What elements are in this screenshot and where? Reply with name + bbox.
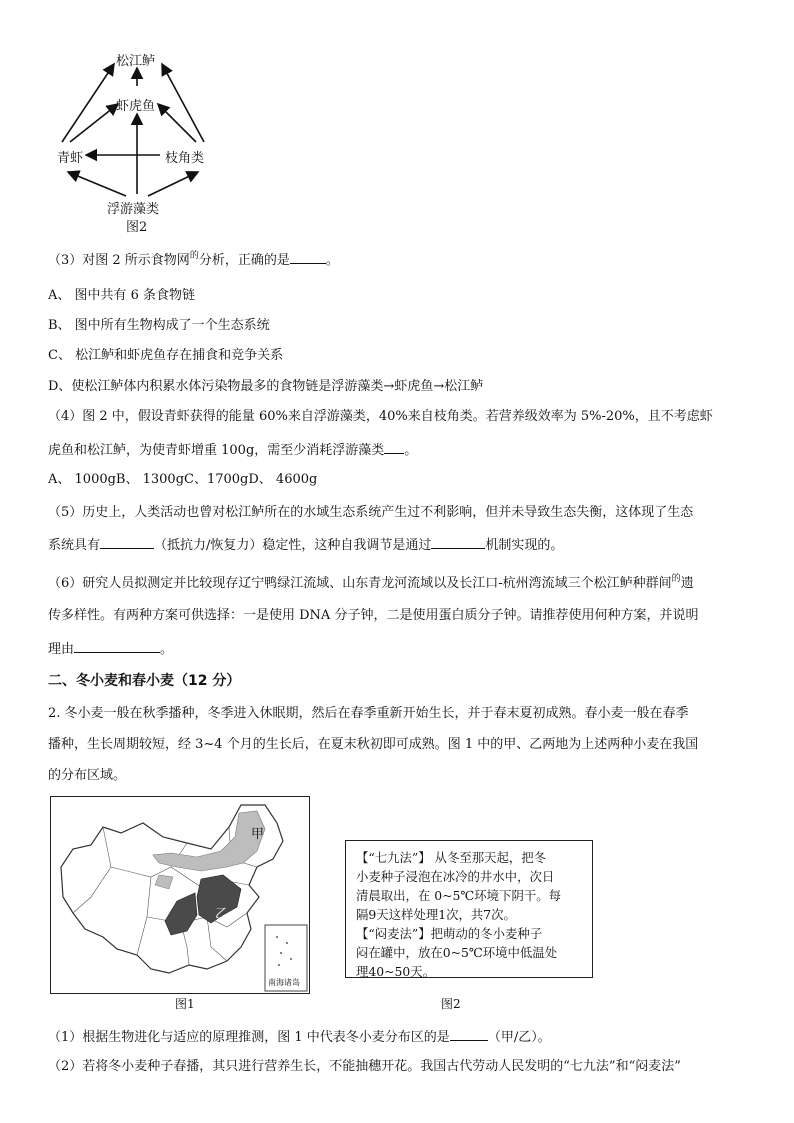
node-songjiang-perch: 松江鲈 [116, 54, 156, 69]
q3-option-a: A、 图中共有 6 条食物链 [48, 288, 196, 303]
q4-answer-blank[interactable] [384, 440, 404, 454]
china-wheat-map [50, 796, 310, 994]
food-web-arrows [48, 44, 228, 224]
map-label-yi: 乙 [215, 907, 229, 922]
q2-2-stem: （2）若将冬小麦种子春播，其只进行营养生长，不能抽穗开花。我国古代劳动人民发明的“七九法”和“闷麦法” [48, 1059, 681, 1074]
q3-option-c: C、 松江鲈和虾虎鱼存在捕食和竞争关系 [48, 348, 284, 363]
q5-blank-1[interactable] [100, 535, 154, 549]
q6-stem-line2: 传多样性。有两种方案可供选择：一是使用 DNA 分子钟，二是使用蛋白质分子钟。请推荐使用何种方案，并说明 [48, 608, 699, 623]
box-line-7: 理40~50天。 [356, 964, 436, 979]
q2-1-stem: （1）根据生物进化与适应的原理推测，图 1 中代表冬小麦分布区的是 （甲/乙）。 [48, 1027, 551, 1047]
box-line-4: 隔9天这样处理1次，共7次。 [356, 907, 516, 922]
q3-stem: （3）对图 2 所示食物网$^的$分析，正确的是 。 [48, 251, 339, 268]
box-line-6: 闷在罐中，放在0~5℃环境中低温处 [356, 945, 558, 960]
box-line-2: 小麦种子浸泡在冰冷的井水中，次日 [356, 869, 555, 884]
q2-1-answer-blank[interactable] [450, 1027, 488, 1041]
q3-option-b: B、 图中所有生物构成了一个生态系统 [48, 318, 270, 333]
box-line-3: 清晨取出，在 0~5℃环境下阴干。每 [356, 888, 562, 903]
method-box [345, 840, 593, 978]
map-caption: 图1 [175, 997, 195, 1011]
q4-stem-line2: 虎鱼和松江鲈，为使青虾增重 100g，需至少消耗浮游藻类 。 [48, 440, 417, 460]
china-map-drawing [51, 797, 309, 993]
q4-options: A、 1000gB、 1300gC、1700gD、 4600g [48, 472, 318, 487]
q6-stem-line3: 理由 。 [48, 639, 173, 659]
node-goby: 虾虎鱼 [116, 99, 156, 114]
q5-stem-line1: （5）历史上，人类活动也曾对松江鲈所在的水域生态系统产生过不利影响，但并未导致生态失衡，这体现了生态 [48, 505, 694, 520]
node-cladocera: 枝角类 [165, 151, 205, 166]
q5-blank-2[interactable] [431, 535, 485, 549]
box-caption: 图2 [441, 997, 461, 1011]
q6-answer-blank[interactable] [74, 639, 160, 653]
section-2-intro-2: 播种，生长周期较短，经 3~4 个月的生长后，在夏末秋初即可成熟。图 1 中的甲、乙两地为上述两种小麦在我国 [48, 737, 699, 752]
box-line-1: 【“七九法”】 从冬至那天起，把冬 [356, 850, 547, 865]
box-line-5: 【“闷麦法”】把萌动的冬小麦种子 [356, 926, 543, 941]
q4-stem-line1: （4）图 2 中，假设青虾获得的能量 60%来自浮游藻类，40%来自枝角类。若营养级效率为 5%-20%，且不考虑虾 [48, 409, 713, 424]
food-web-caption: 图2 [126, 220, 148, 235]
q3-option-d: D、使松江鲈体内积累水体污染物最多的食物链是浮游藻类→虾虎鱼→松江鲈 [48, 379, 484, 394]
section-2-intro-3: 的分布区域。 [48, 768, 127, 783]
q6-stem-line1: （6）研究人员拟测定并比较现存辽宁鸭绿江流域、山东青龙河流域以及长江口-杭州湾流域三个松江鲈种群间$^的$遗 [48, 574, 694, 591]
map-label-jia: 甲 [251, 827, 265, 842]
q5-stem-line2: 系统具有 （抵抗力/恢复力）稳定性，这种自我调节是通过 机制实现的。 [48, 535, 563, 555]
map-inset-label: 南海诸岛 [268, 978, 300, 987]
section-2-intro-1: 2. 冬小麦一般在秋季播种，冬季进入休眠期，然后在春季重新开始生长，并于春末夏初成熟。春小麦一般在春季 [48, 706, 689, 721]
q3-answer-blank[interactable] [290, 250, 326, 264]
node-plankton: 浮游藻类 [107, 202, 160, 217]
section-2-title: 二、冬小麦和春小麦（12 分） [48, 673, 241, 689]
node-shrimp: 青虾 [57, 151, 84, 166]
